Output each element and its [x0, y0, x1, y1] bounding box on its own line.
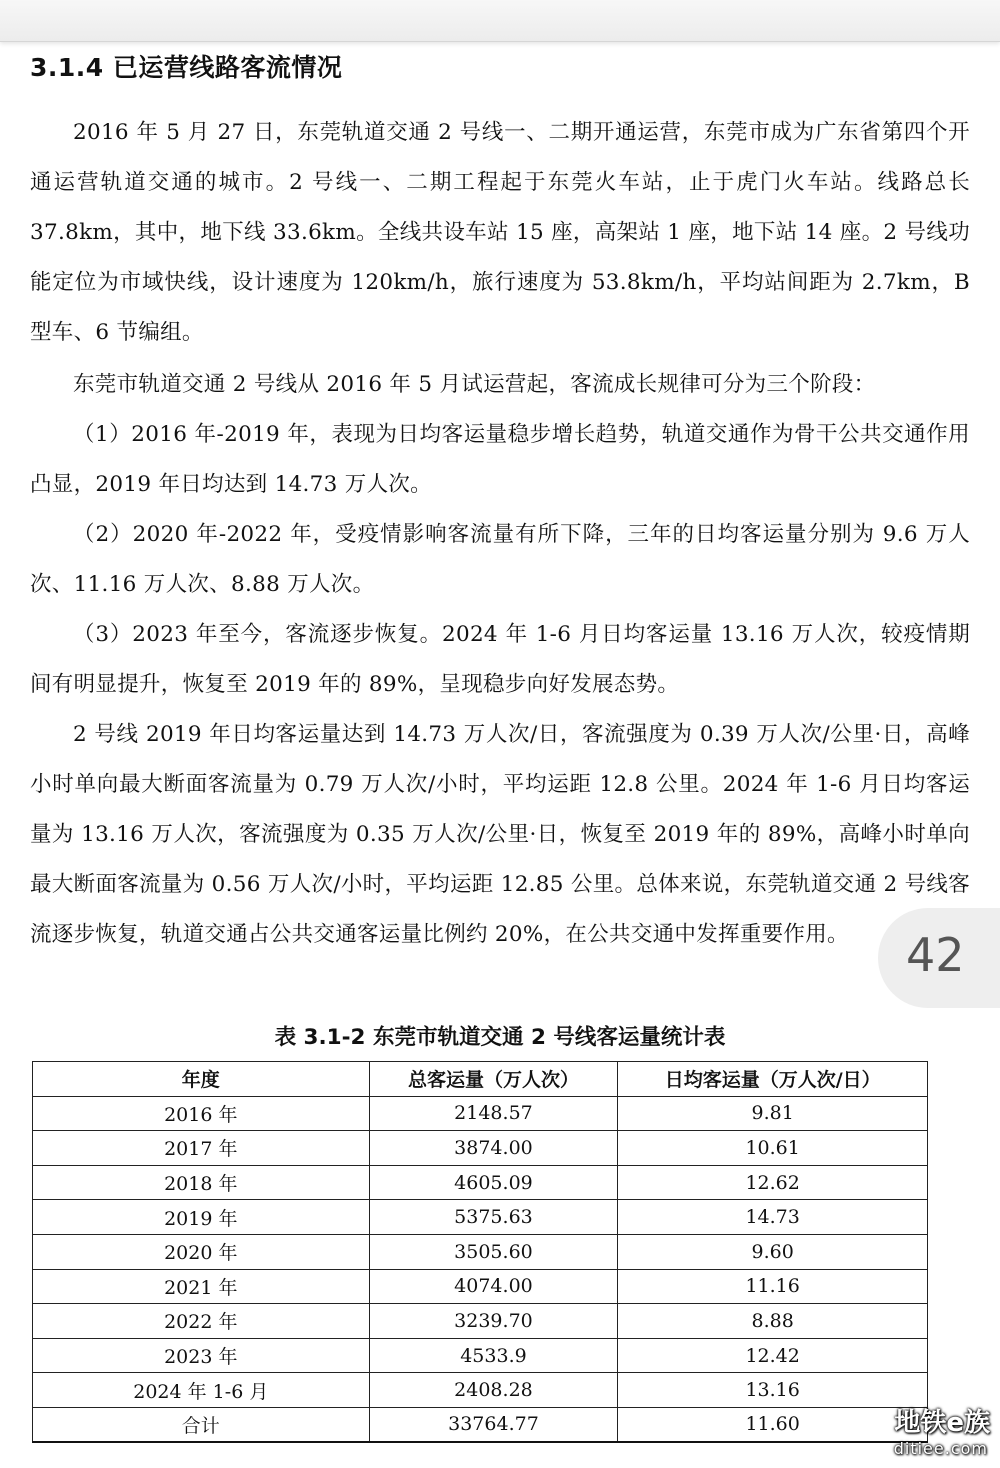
cell-year: 2016 年: [33, 1096, 370, 1131]
cell-total-sum: 33764.77: [369, 1407, 618, 1442]
viewer-top-bar: [0, 0, 1000, 42]
page-number: 42: [906, 928, 965, 982]
paragraph-line-overview: 2016 年 5 月 27 日，东莞轨道交通 2 号线一、二期开通运营，东莞市成为广东省第四个开通运营轨道交通的城市。2 号线一、二期工程起于东莞火车站，止于虎门火车站。线路总长 37.8km，其中，地下线 33.6km。全线共设车站 15 座，高架站 1 座，地下站 14 座。2 号线功能定位为市域快线，设计速度为 120km/h，旅行速度为 53.8km/h，平均站间距为 2.7km，B 型车、6 节编组。: [30, 120, 970, 345]
cell-year: 2023 年: [33, 1338, 370, 1373]
cell-total: 4605.09: [369, 1165, 618, 1200]
cell-total-label: 合计: [33, 1407, 370, 1442]
cell-total: 4074.00: [369, 1269, 618, 1304]
site-watermark: [848, 1408, 998, 1466]
ridership-table: [32, 1061, 928, 1443]
table-row: [33, 1234, 928, 1269]
watermark-domain: ditiee.com: [893, 1439, 988, 1458]
cell-daily: 8.88: [618, 1304, 928, 1339]
cell-daily: 9.60: [618, 1234, 928, 1269]
cell-total: 3239.70: [369, 1304, 618, 1339]
cell-total: 5375.63: [369, 1200, 618, 1235]
cell-year: 2022 年: [33, 1304, 370, 1339]
cell-daily: 9.81: [618, 1096, 928, 1131]
cell-total: 2408.28: [369, 1373, 618, 1408]
cell-year: 2020 年: [33, 1234, 370, 1269]
table-row: [33, 1373, 928, 1408]
cell-daily: 11.16: [618, 1269, 928, 1304]
table-row: [33, 1269, 928, 1304]
table-row: [33, 1131, 928, 1166]
cell-daily: 12.42: [618, 1338, 928, 1373]
cell-total-daily-average: 11.60: [618, 1407, 928, 1442]
table-row: [33, 1304, 928, 1339]
table-row: [33, 1338, 928, 1373]
table-header-row: [33, 1062, 928, 1097]
cell-total: 2148.57: [369, 1096, 618, 1131]
header-year: 年度: [33, 1062, 370, 1097]
cell-total: 4533.9: [369, 1338, 618, 1373]
table-row: [33, 1165, 928, 1200]
table-title: 表 3.1-2 东莞市轨道交通 2 号线客运量统计表: [274, 1025, 726, 1050]
header-total-ridership: 总客运量（万人次）: [369, 1062, 618, 1097]
cell-daily: 10.61: [618, 1131, 928, 1166]
paragraph-stage-3: （3）2023 年至今，客流逐步恢复。2024 年 1-6 月日均客运量 13.16 万人次，较疫情期间有明显提升，恢复至 2019 年的 89%，呈现稳步向好发展态势。: [30, 622, 970, 697]
page-number-badge: [878, 908, 1000, 1008]
cell-year: 2021 年: [33, 1269, 370, 1304]
cell-total: 3874.00: [369, 1131, 618, 1166]
cell-daily: 14.73: [618, 1200, 928, 1235]
cell-year: 2017 年: [33, 1131, 370, 1166]
paragraph-stages-intro: 东莞市轨道交通 2 号线从 2016 年 5 月试运营起，客流成长规律可分为三个阶段：: [73, 372, 876, 397]
cell-year: 2019 年: [33, 1200, 370, 1235]
cell-total: 3505.60: [369, 1234, 618, 1269]
paragraph-stage-2: （2）2020 年-2022 年，受疫情影响客流量有所下降，三年的日均客运量分别为 9.6 万人次、11.16 万人次、8.88 万人次。: [30, 522, 970, 597]
table-total-row: [33, 1407, 928, 1442]
table-row: [33, 1096, 928, 1131]
cell-daily: 12.62: [618, 1165, 928, 1200]
header-daily-ridership: 日均客运量（万人次/日）: [618, 1062, 928, 1097]
paragraph-stage-1: （1）2016 年-2019 年，表现为日均客运量稳步增长趋势，轨道交通作为骨干公共交通作用凸显，2019 年日均达到 14.73 万人次。: [30, 422, 970, 497]
paragraph-ridership-summary: 2 号线 2019 年日均客运量达到 14.73 万人次/日，客流强度为 0.39 万人次/公里·日，高峰小时单向最大断面客流量为 0.79 万人次/小时，平均运距 12.8 公里。2024 年 1-6 月日均客运量为 13.16 万人次，客流强度为 0.35 万人次/公里·日，恢复至 2019 年的 89%，高峰小时单向最大断面客流量为 0.56 万人次/小时，平均运距 12.85 公里。总体来说，东莞轨道交通 2 号线客流逐步恢复，轨道交通占公共交通客运量比例约 20%，在公共交通中发挥重要作用。: [30, 722, 970, 947]
section-heading: 3.1.4 已运营线路客流情况: [30, 53, 343, 82]
table-row: [33, 1200, 928, 1235]
cell-year: 2018 年: [33, 1165, 370, 1200]
cell-daily: 13.16: [618, 1373, 928, 1408]
cell-year: 2024 年 1-6 月: [33, 1373, 370, 1408]
watermark-brand: 地铁e族: [894, 1408, 990, 1438]
